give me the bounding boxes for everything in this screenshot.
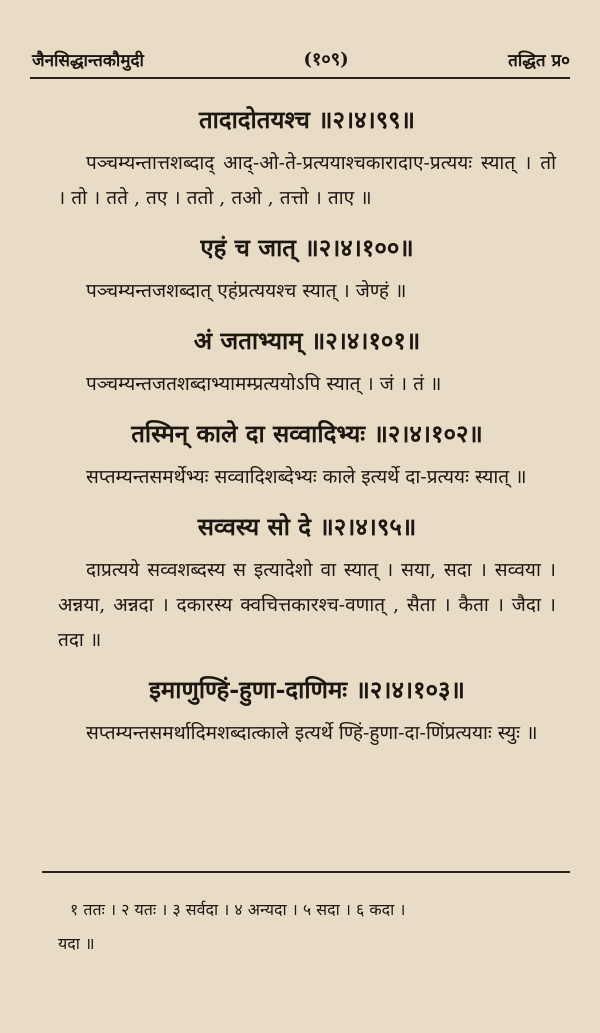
sutra-heading: इमाणुण्हिं-हुणा-दाणिमः ॥२।४।१०३॥ bbox=[149, 675, 465, 704]
sutra-heading: सव्वस्य सो दे ॥२।४।९५॥ bbox=[197, 512, 417, 541]
sutra-heading: एहं च जात् ॥२।४।१००॥ bbox=[200, 233, 414, 262]
commentary-text: पञ्चम्यन्तजतशब्दाभ्यामम्प्रत्ययोऽपि स्यात् । जं । तं ॥ bbox=[86, 373, 442, 395]
footnote-rule bbox=[42, 871, 570, 873]
commentary-text: दाप्रत्यये सव्वशब्दस्य स इत्यादेशो वा स्यात् । सया, सदा । सव्वया । अन्नया, अन्नदा । दकारस्य क्वचित्तकारश्च-वणात् , सैता । कैता । जैदा । तदा ॥ bbox=[58, 559, 556, 651]
sutra-heading: तादादोतयश्च ॥२।४।९९॥ bbox=[198, 105, 416, 134]
commentary-text: सप्तम्यन्तसमर्थादिमशब्दात्काले इत्यर्थे ण्हिं-हुणा-दा-णिंप्रत्ययाः स्युः ॥ bbox=[86, 722, 538, 744]
commentary-paragraph bbox=[58, 460, 556, 495]
commentary-paragraph bbox=[58, 146, 556, 216]
commentary-text: पञ्चम्यन्तजशब्दात् एहंप्रत्ययश्च स्यात् । जेण्हं ॥ bbox=[86, 280, 407, 302]
sutra-block bbox=[58, 418, 556, 495]
header-rule bbox=[30, 77, 570, 79]
sutra-block bbox=[58, 104, 556, 216]
page-body bbox=[58, 104, 556, 767]
header-section-title: तद्धित प्र० bbox=[508, 50, 570, 71]
footnote-line: १ ततः । २ यतः । ३ सर्वदा । ४ अन्यदा । ५ सदा । ६ कदा । bbox=[70, 900, 406, 919]
commentary-paragraph bbox=[58, 367, 556, 402]
sutra-block bbox=[58, 674, 556, 751]
sutra-heading: तस्मिन् काले दा सव्वादिभ्यः ॥२।४।१०२॥ bbox=[131, 419, 483, 448]
commentary-paragraph bbox=[58, 553, 556, 658]
footnotes bbox=[58, 893, 560, 961]
commentary-text: सप्तम्यन्तसमर्थेभ्यः सव्वादिशब्देभ्यः काले इत्यर्थे दा-प्रत्ययः स्यात् ॥ bbox=[86, 466, 527, 488]
commentary-text: पञ्चम्यन्तात्तशब्दाद् आद्-ओ-ते-प्रत्ययाश्चकारादाए-प्रत्ययः स्यात् । तो । तो । तते , तए । ततो , तओ , तत्तो । ताए ॥ bbox=[58, 152, 556, 209]
header-page-number: (१०९) bbox=[303, 49, 349, 70]
commentary-paragraph bbox=[58, 274, 556, 309]
sutra-block bbox=[58, 511, 556, 658]
commentary-paragraph bbox=[58, 716, 556, 751]
sutra-block bbox=[58, 232, 556, 309]
footnote-line: यदा ॥ bbox=[58, 934, 95, 953]
sutra-block bbox=[58, 325, 556, 402]
header-book-title: जैनसिद्धान्तकौमुदी bbox=[32, 50, 144, 71]
sutra-heading: अं जताभ्याम् ॥२।४।१०१॥ bbox=[193, 326, 421, 355]
running-header bbox=[32, 42, 570, 76]
